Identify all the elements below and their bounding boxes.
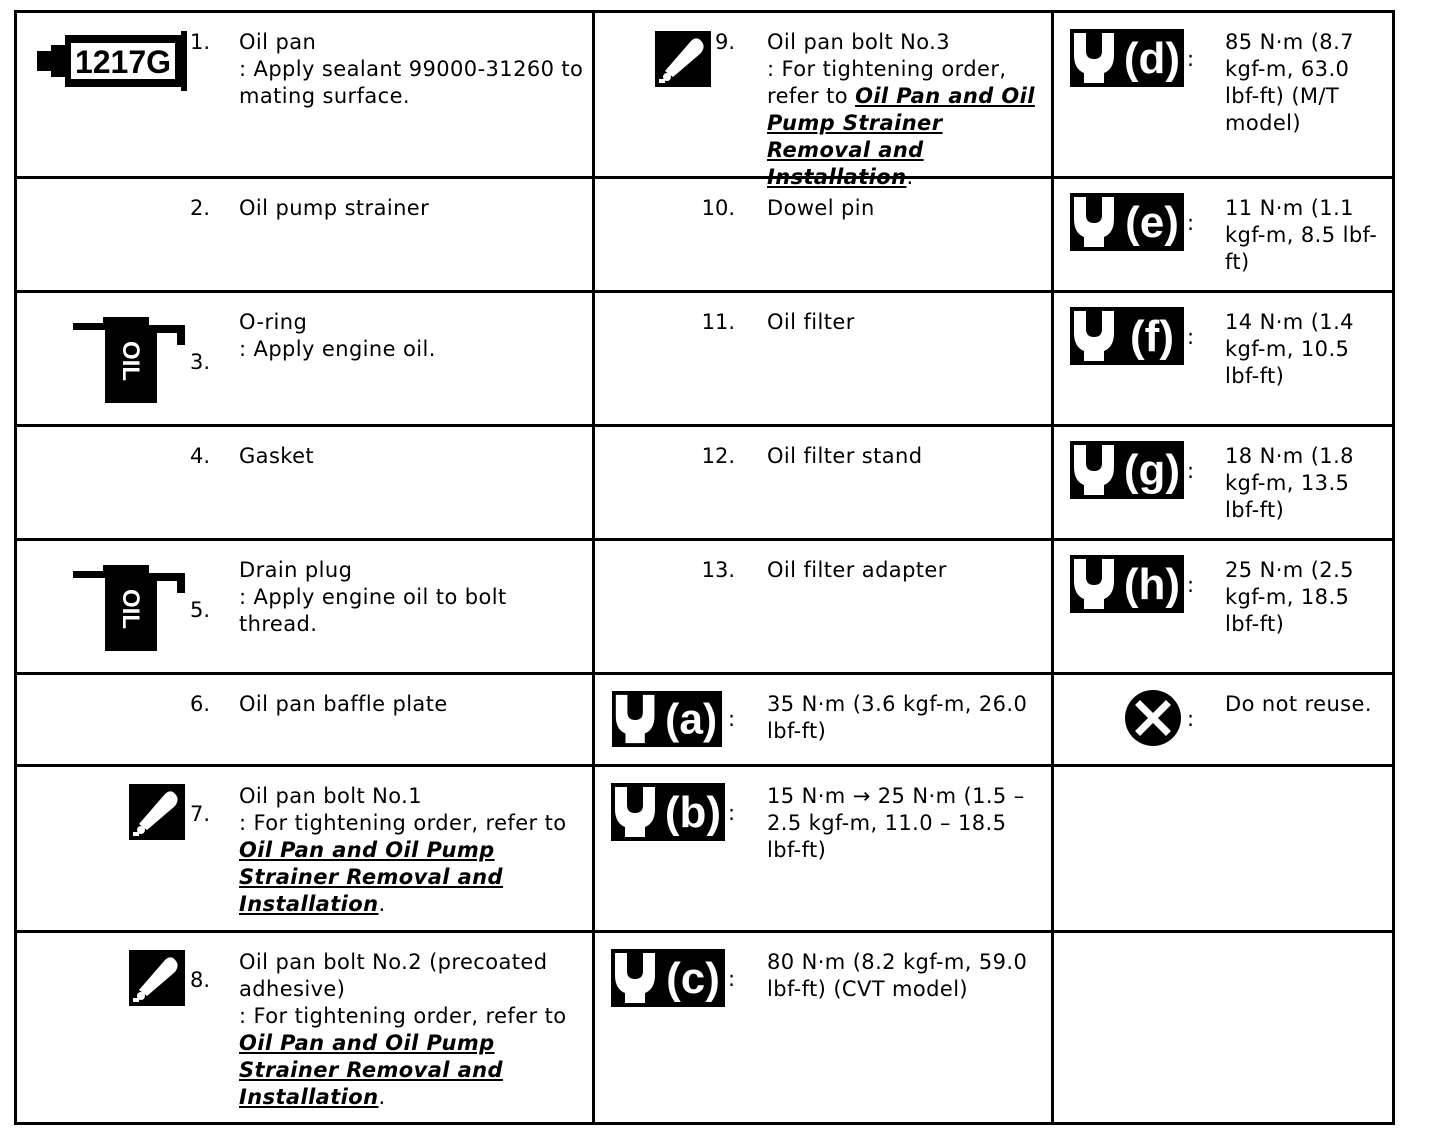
item-number: 10. — [701, 196, 735, 220]
item-description — [767, 195, 1047, 222]
procedure-link[interactable]: Oil Pan and Oil Pump Strainer Removal and Installation — [239, 838, 503, 916]
item-description — [239, 691, 589, 718]
svg-text:1217G: 1217G — [74, 44, 172, 80]
component-legend-table — [14, 10, 1395, 1125]
item-title: Oil filter — [767, 310, 855, 334]
item-9-cell — [594, 12, 1053, 189]
item-8-cell — [16, 932, 594, 1124]
item-description — [767, 309, 1047, 336]
item-number: 7. — [189, 802, 210, 826]
item-1-cell — [16, 12, 594, 178]
svg-text:(e): (e) — [1125, 198, 1179, 247]
item-description — [767, 557, 1047, 584]
torque-b-cell: (b) : 15 N·m → 25 N·m (1.5 – 2.5 kgf-m, 11.0 – 18.5 lbf-ft) — [594, 766, 1053, 932]
empty-cell — [1053, 932, 1394, 1124]
item-note: : Apply engine oil. — [239, 337, 436, 361]
item-title: Oil filter adapter — [767, 558, 947, 582]
svg-text:(d): (d) — [1123, 34, 1181, 83]
empty-cell — [1053, 766, 1394, 932]
svg-text:OIL: OIL — [117, 341, 144, 381]
item-3-cell — [16, 292, 594, 426]
oil-can-icon — [73, 311, 189, 403]
torque-value: 15 N·m → 25 N·m (1.5 – 2.5 kgf-m, 11.0 – 18.5 lbf-ft) — [767, 784, 1025, 862]
item-description — [767, 443, 1047, 470]
torque-c-cell: (c) : 80 N·m (8.2 kgf-m, 59.0 lbf-ft) (CVT model) — [594, 932, 1053, 1124]
torque-value: 18 N·m (1.8 kgf-m, 13.5 lbf-ft) — [1225, 444, 1354, 522]
item-title: Oil pan bolt No.1 — [239, 784, 423, 808]
torque-e-cell: (e) : 11 N·m (1.1 kgf-m, 8.5 lbf-ft) — [1053, 178, 1394, 292]
item-title: O-ring — [239, 310, 308, 334]
torque-wrench-icon — [611, 949, 725, 1007]
procedure-link[interactable]: Oil Pan and Oil Pump Strainer Removal and Installation — [767, 84, 1035, 189]
torque-value: 85 N·m (8.7 kgf-m, 63.0 lbf-ft) (M/T model) — [1225, 30, 1354, 135]
item-note: : Apply sealant 99000-31260 to mating surface. — [239, 57, 584, 108]
item-title: Oil filter stand — [767, 444, 923, 468]
item-2-cell — [16, 178, 594, 292]
item-number: 12. — [701, 444, 735, 468]
item-title: Oil pan bolt No.3 — [767, 30, 951, 54]
item-number: 13. — [701, 558, 735, 582]
item-description — [239, 557, 589, 638]
item-description — [239, 195, 589, 222]
item-11-cell — [594, 292, 1053, 426]
item-description — [239, 443, 589, 470]
item-6-cell — [16, 674, 594, 766]
item-number: 5. — [189, 598, 210, 622]
item-title: Dowel pin — [767, 196, 875, 220]
svg-text:(a): (a) — [665, 696, 718, 744]
torque-d-cell: (d) : 85 N·m (8.7 kgf-m, 63.0 lbf-ft) (M/T model) — [1053, 12, 1394, 178]
item-5-cell — [16, 540, 594, 674]
item-description — [239, 29, 589, 110]
torque-wrench-icon — [1070, 193, 1184, 251]
item-number: 11. — [701, 310, 735, 334]
item-title: Gasket — [239, 444, 315, 468]
torque-value: 11 N·m (1.1 kgf-m, 8.5 lbf-ft) — [1225, 196, 1378, 274]
item-13-cell — [594, 540, 1053, 674]
item-note: : Apply engine oil to bolt thread. — [239, 585, 507, 636]
svg-text:(g): (g) — [1123, 446, 1181, 495]
item-note: : For tightening order, refer to Oil Pan and Oil Pump Strainer Removal and Installation. — [239, 811, 567, 916]
item-number: 6. — [189, 692, 210, 716]
torque-value: 25 N·m (2.5 kgf-m, 18.5 lbf-ft) — [1225, 558, 1354, 636]
torque-wrench-icon — [1070, 307, 1184, 365]
item-number: 4. — [189, 444, 210, 468]
item-10-cell — [594, 178, 1053, 292]
item-number: 8. — [189, 968, 210, 992]
item-number: 2. — [189, 196, 210, 220]
item-7-cell — [16, 766, 594, 932]
procedure-link[interactable]: Oil Pan and Oil Pump Strainer Removal and Installation — [239, 1031, 503, 1109]
torque-f-cell: (f) : 14 N·m (1.4 kgf-m, 10.5 lbf-ft) — [1053, 292, 1394, 426]
torque-wrench-icon — [611, 691, 723, 747]
torque-value: 14 N·m (1.4 kgf-m, 10.5 lbf-ft) — [1225, 310, 1354, 388]
item-note: : For tightening order, refer to Oil Pan and Oil Pump Strainer Removal and Installation. — [239, 1004, 567, 1109]
item-4-cell — [16, 426, 594, 540]
do-not-reuse-cell: : Do not reuse. — [1053, 674, 1394, 766]
torque-value: 35 N·m (3.6 kgf-m, 26.0 lbf-ft) — [767, 692, 1028, 743]
item-number: 1. — [189, 30, 210, 54]
item-description — [239, 309, 589, 363]
do-not-reuse-label: Do not reuse. — [1225, 692, 1372, 716]
item-12-cell — [594, 426, 1053, 540]
tightening-order-icon — [129, 783, 185, 841]
svg-text:OIL: OIL — [117, 589, 144, 629]
item-title: Oil pan bolt No.2 (precoated adhesive) — [239, 950, 548, 1001]
item-number: 9. — [714, 30, 735, 54]
torque-h-cell: (h) : 25 N·m (2.5 kgf-m, 18.5 lbf-ft) — [1053, 540, 1394, 674]
torque-wrench-icon — [1070, 555, 1184, 613]
item-title: Oil pump strainer — [239, 196, 430, 220]
torque-wrench-icon — [1070, 29, 1184, 87]
oil-can-icon — [73, 559, 189, 651]
torque-wrench-icon — [1070, 441, 1184, 499]
torque-value: 80 N·m (8.2 kgf-m, 59.0 lbf-ft) (CVT model) — [767, 950, 1028, 1001]
svg-text:(b): (b) — [664, 788, 722, 837]
item-title: Oil pan baffle plate — [239, 692, 448, 716]
item-description — [767, 29, 1047, 191]
item-description — [239, 949, 589, 1111]
tightening-order-icon — [655, 31, 711, 87]
item-description — [239, 783, 589, 918]
tightening-order-icon — [129, 949, 185, 1007]
svg-text:(f): (f) — [1130, 312, 1174, 361]
svg-text:(c): (c) — [666, 954, 720, 1003]
item-number: 3. — [189, 350, 210, 374]
torque-a-cell: (a) : 35 N·m (3.6 kgf-m, 26.0 lbf-ft) — [594, 674, 1053, 766]
sealant-tube-icon — [37, 31, 187, 91]
item-note: : For tightening order, refer to Oil Pan and Oil Pump Strainer Removal and Installation. — [767, 57, 1035, 189]
svg-text:(h): (h) — [1123, 560, 1181, 609]
torque-wrench-icon — [611, 783, 725, 841]
do-not-reuse-icon — [1124, 689, 1182, 747]
torque-g-cell: (g) : 18 N·m (1.8 kgf-m, 13.5 lbf-ft) — [1053, 426, 1394, 540]
item-title: Drain plug — [239, 558, 353, 582]
item-title: Oil pan — [239, 30, 317, 54]
